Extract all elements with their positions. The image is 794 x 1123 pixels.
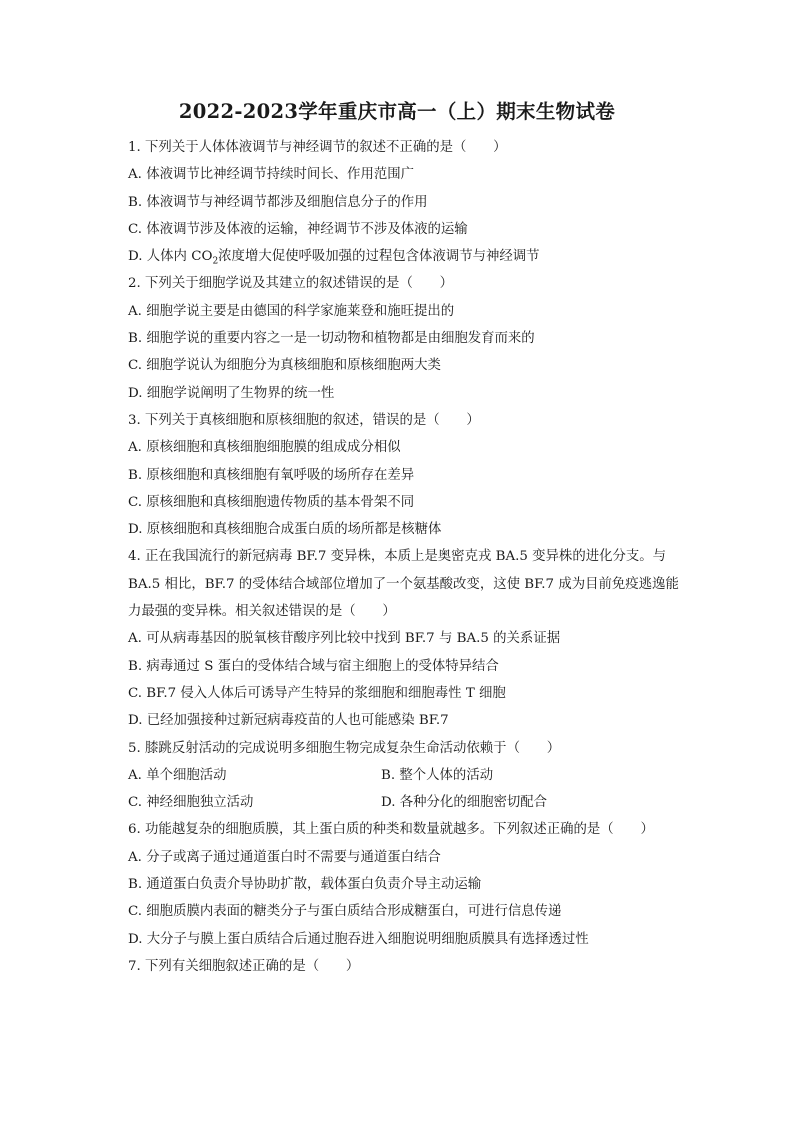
question-6-option-c: C. 细胞质膜内表面的糖类分子与蛋白质结合形成糖蛋白，可进行信息传递 (128, 904, 562, 920)
question-7-stem: 7. 下列有关细胞叙述正确的是（ ） (128, 958, 360, 974)
question-1-option-b: B. 体液调节与神经调节都涉及细胞信息分子的作用 (128, 194, 428, 210)
question-4-stem-line-2: BA.5 相比，BF.7 的受体结合域部位增加了一个氨基酸改变，这使 BF.7 成为目前免疫逃逸能 (128, 576, 679, 592)
question-5-option-a: A. 单个细胞活动 (128, 767, 227, 783)
question-4-option-c: C. BF.7 侵入人体后可诱导产生特异的浆细胞和细胞毒性 T 细胞 (128, 685, 506, 701)
question-3-stem: 3. 下列关于真核细胞和原核细胞的叙述，错误的是（ ） (128, 412, 480, 428)
question-6-option-d: D. 大分子与膜上蛋白质结合后通过胞吞进入细胞说明细胞质膜具有选择透过性 (128, 931, 589, 947)
question-4-option-b: B. 病毒通过 S 蛋白的受体结合域与宿主细胞上的受体特异结合 (128, 658, 499, 674)
question-2-option-d: D. 细胞学说阐明了生物界的统一性 (128, 385, 335, 401)
question-1-option-c: C. 体液调节涉及体液的运输，神经调节不涉及体液的运输 (128, 221, 468, 237)
question-1-stem: 1. 下列关于人体体液调节与神经调节的叙述不正确的是（ ） (128, 140, 507, 155)
question-5-option-b: B. 整个人体的活动 (381, 767, 494, 783)
question-4-stem-line-3: 力最强的变异株。相关叙述错误的是（ ） (128, 604, 396, 620)
question-2-option-c: C. 细胞学说认为细胞分为真核细胞和原核细胞两大类 (128, 358, 441, 374)
page-title: 2022-2023学年重庆市高一（上）期末生物试卷 (178, 100, 616, 123)
question-2-stem: 2. 下列关于细胞学说及其建立的叙述错误的是（ ） (128, 276, 454, 292)
question-2-option-a: A. 细胞学说主要是由德国的科学家施莱登和施旺提出的 (128, 303, 455, 319)
question-6-option-a: A. 分子或离子通过通道蛋白时不需要与通道蛋白结合 (128, 849, 441, 865)
question-6-stem: 6. 功能越复杂的细胞质膜，其上蛋白质的种类和数量就越多。下列叙述正确的是（ ） (128, 822, 654, 838)
question-3-option-c: C. 原核细胞和真核细胞遗传物质的基本骨架不同 (128, 494, 415, 510)
question-1-option-d: D. 人体内 $CO_2$浓度增大促使呼吸加强的过程包含体液调节与神经调节 (128, 249, 540, 267)
question-3-option-b: B. 原核细胞和真核细胞有氧呼吸的场所存在差异 (128, 467, 415, 483)
question-5-stem: 5. 膝跳反射活动的完成说明多细胞生物完成复杂生命活动依赖于（ ） (128, 740, 561, 756)
question-5-option-c: C. 神经细胞独立活动 (128, 795, 254, 811)
question-4-stem-line-1: 4. 正在我国流行的新冠病毒 BF.7 变异株，本质上是奥密克戎 BA.5 变异株的进化分支。与 (128, 549, 667, 565)
question-4-option-d: D. 已经加强接种过新冠病毒疫苗的人也可能感染 BF.7 (128, 713, 449, 729)
question-3-option-a: A. 原核细胞和真核细胞细胞膜的组成成分相似 (128, 440, 401, 456)
question-2-option-b: B. 细胞学说的重要内容之一是一切动物和植物都是由细胞发育而来的 (128, 331, 535, 347)
question-5-option-d: D. 各种分化的细胞密切配合 (381, 795, 548, 811)
question-list (128, 134, 698, 980)
question-6-option-b: B. 通道蛋白负责介导协助扩散，载体蛋白负责介导主动运输 (128, 877, 482, 893)
question-3-option-d: D. 原核细胞和真核细胞合成蛋白质的场所都是核糖体 (128, 522, 442, 538)
question-1-option-a: A. 体液调节比神经调节持续时间长、作用范围广 (128, 167, 415, 183)
question-4-option-a: A. 可从病毒基因的脱氧核苷酸序列比较中找到 BF.7 与 BA.5 的关系证据 (128, 631, 561, 647)
question-5-options-row-2 (128, 789, 698, 816)
question-5-options-row-1 (128, 762, 698, 789)
